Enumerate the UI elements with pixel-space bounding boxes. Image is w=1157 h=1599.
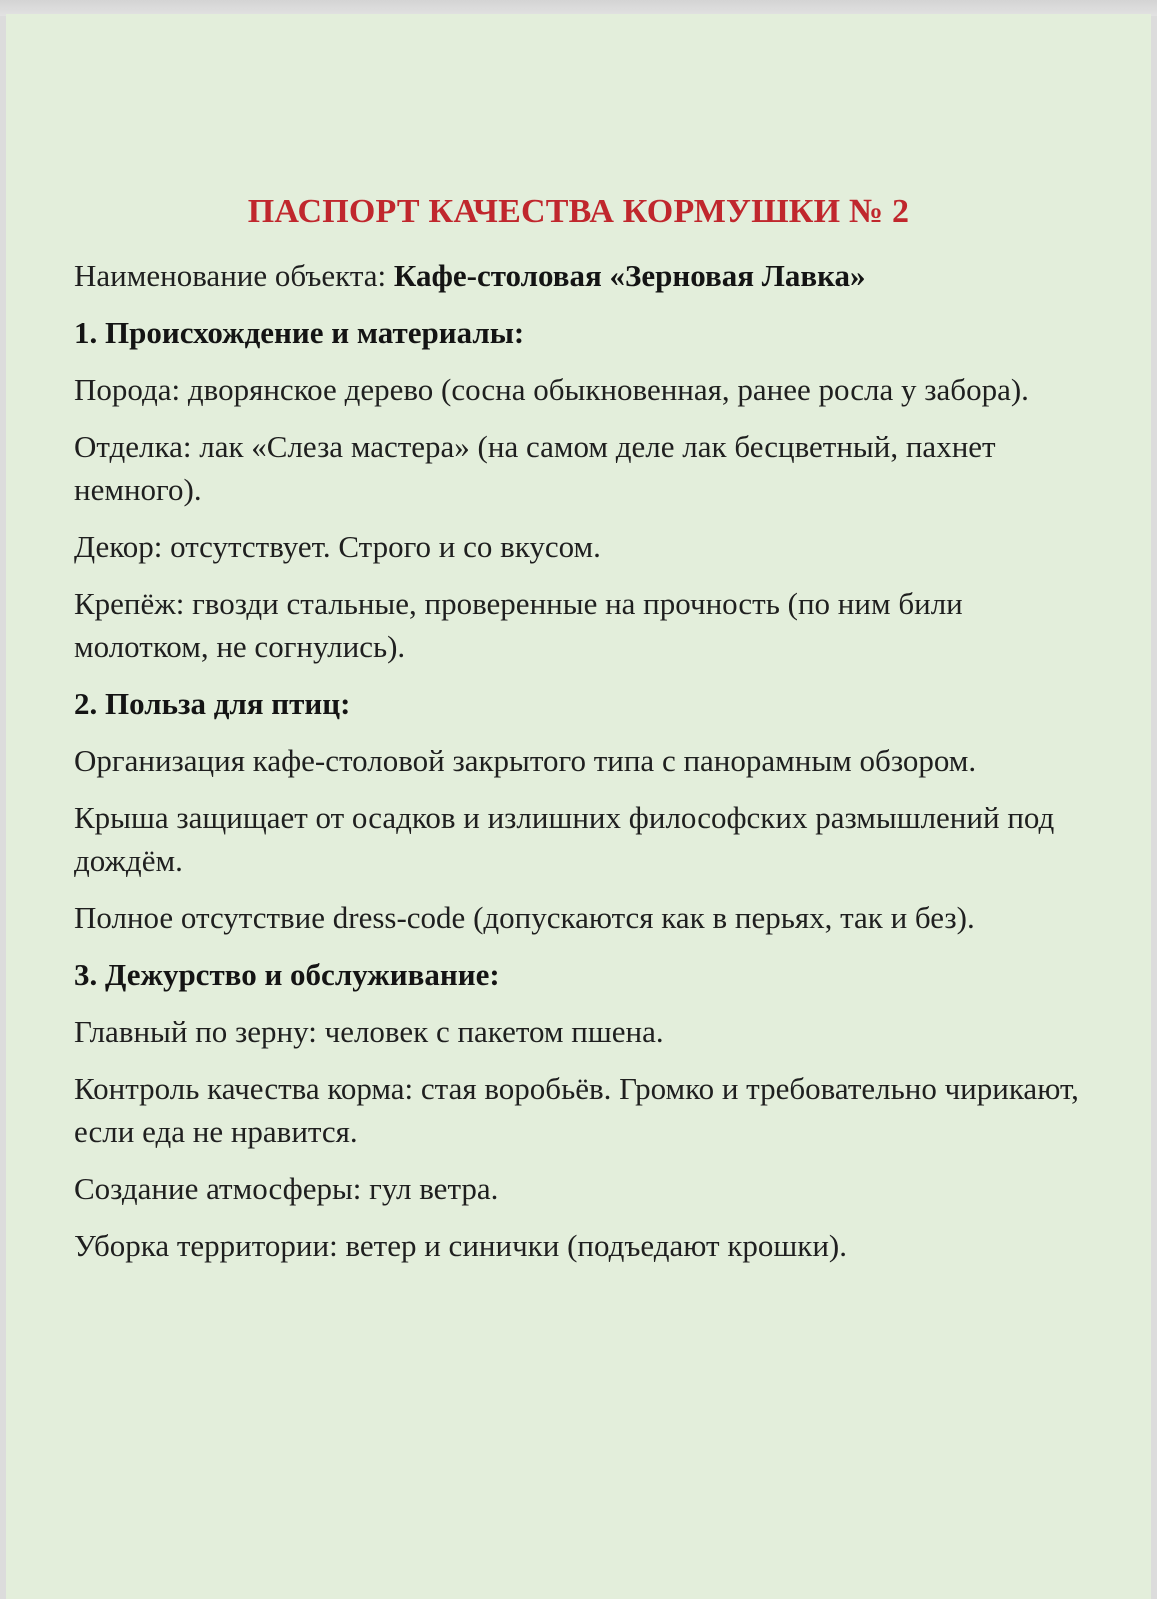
section-heading-origin: 1. Происхождение и материалы: <box>74 315 525 350</box>
section-heading-benefit: 2. Польза для птиц: <box>74 686 351 721</box>
document-page <box>6 14 1151 1599</box>
paragraph-cafe: Организация кафе-столовой закрытого типа с панорамным обзором. <box>74 743 977 778</box>
section-heading-duty: 3. Дежурство и обслуживание: <box>74 957 500 992</box>
paragraph-roof: Крыша защищает от осадков и излишних философских размышлений под дождём. <box>74 800 1055 878</box>
object-label: Наименование объекта: <box>74 258 394 293</box>
paragraph-decor: Декор: отсутствует. Строго и со вкусом. <box>74 529 601 564</box>
document-title: ПАСПОРТ КАЧЕСТВА КОРМУШКИ № 2 <box>247 193 910 230</box>
paragraph-atmosphere: Создание атмосферы: гул ветра. <box>74 1171 499 1206</box>
paragraph-cleaning: Уборка территории: ветер и синички (подъедают крошки). <box>74 1228 847 1263</box>
object-name-line <box>74 254 1084 297</box>
paragraph-dress-code: Полное отсутствие dress-code (допускаются как в перьях, так и без). <box>74 900 975 935</box>
paragraph-quality-control: Контроль качества корма: стая воробьёв. Громко и требовательно чирикают, если еда не нравится. <box>74 1071 1079 1149</box>
object-name: Кафе-столовая «Зерновая Лавка» <box>393 258 866 293</box>
paragraph-grain-chief: Главный по зерну: человек с пакетом пшена. <box>74 1014 664 1049</box>
paragraph-breed: Порода: дворянское дерево (сосна обыкновенная, ранее росла у забора). <box>74 372 1029 407</box>
paragraph-finish: Отделка: лак «Слеза мастера» (на самом деле лак бесцветный, пахнет немного). <box>74 429 996 507</box>
paragraph-fasteners: Крепёж: гвозди стальные, проверенные на прочность (по ним били молотком, не согнулись). <box>74 586 963 664</box>
document-content <box>74 254 1084 1281</box>
